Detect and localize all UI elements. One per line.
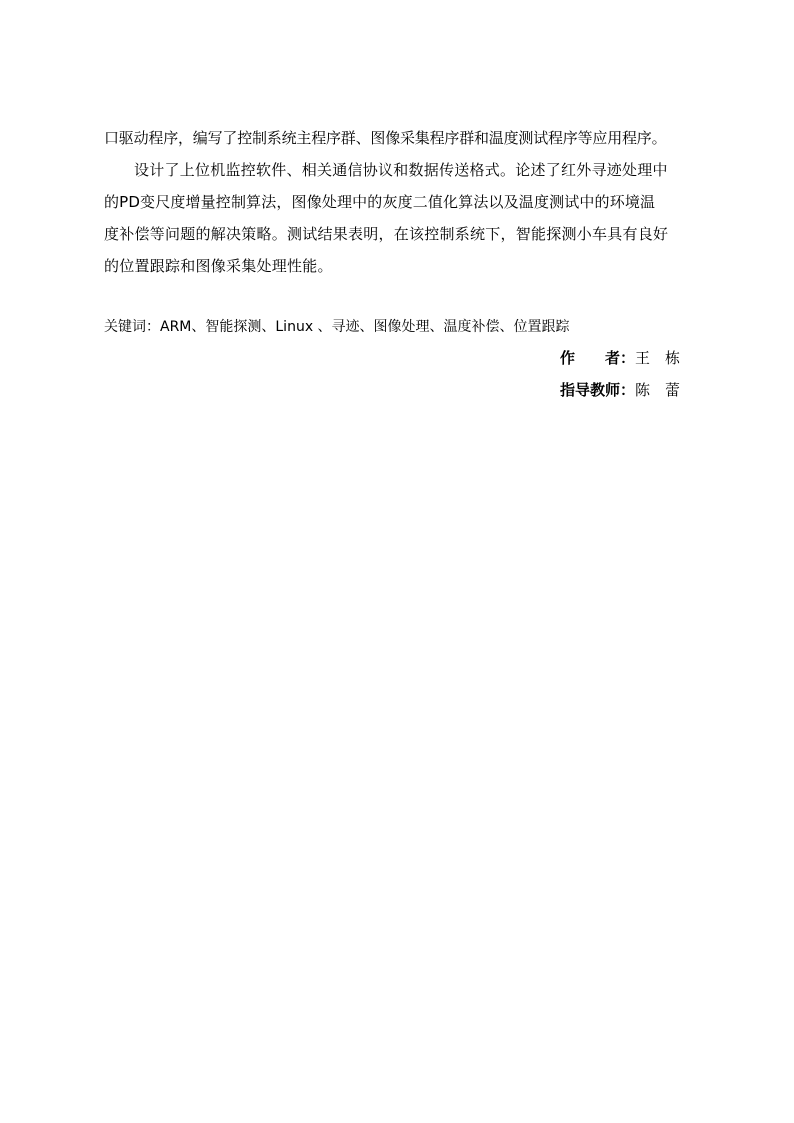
abstract-line-3: 的PD变尺度增量控制算法，图像处理中的灰度二值化算法以及温度测试中的环境温 <box>104 193 656 211</box>
abstract-line-5: 的位置跟踪和图像采集处理性能。 <box>104 257 333 275</box>
author-name: 王 栋 <box>634 349 680 367</box>
abstract-line-4: 度补偿等问题的解决策略。测试结果表明，在该控制系统下，智能探测小车具有良好 <box>104 225 669 243</box>
keywords-line: 关键词：ARM、智能探测、Linux 、寻迹、图像处理、温度补偿、位置跟踪 <box>104 319 570 335</box>
abstract-line-2: 设计了上位机监控软件、相关通信协议和数据传送格式。论述了红外寻迹处理中 <box>134 161 668 179</box>
advisor-line <box>560 380 680 400</box>
advisor-label: 指导教师： <box>559 381 635 399</box>
author-label: 作 者： <box>559 349 635 367</box>
advisor-name: 陈 蕾 <box>634 381 680 399</box>
abstract-line-1: 口驱动程序，编写了控制系统主程序群、图像采集程序群和温度测试程序等应用程序。 <box>104 129 667 147</box>
author-line <box>560 348 680 368</box>
